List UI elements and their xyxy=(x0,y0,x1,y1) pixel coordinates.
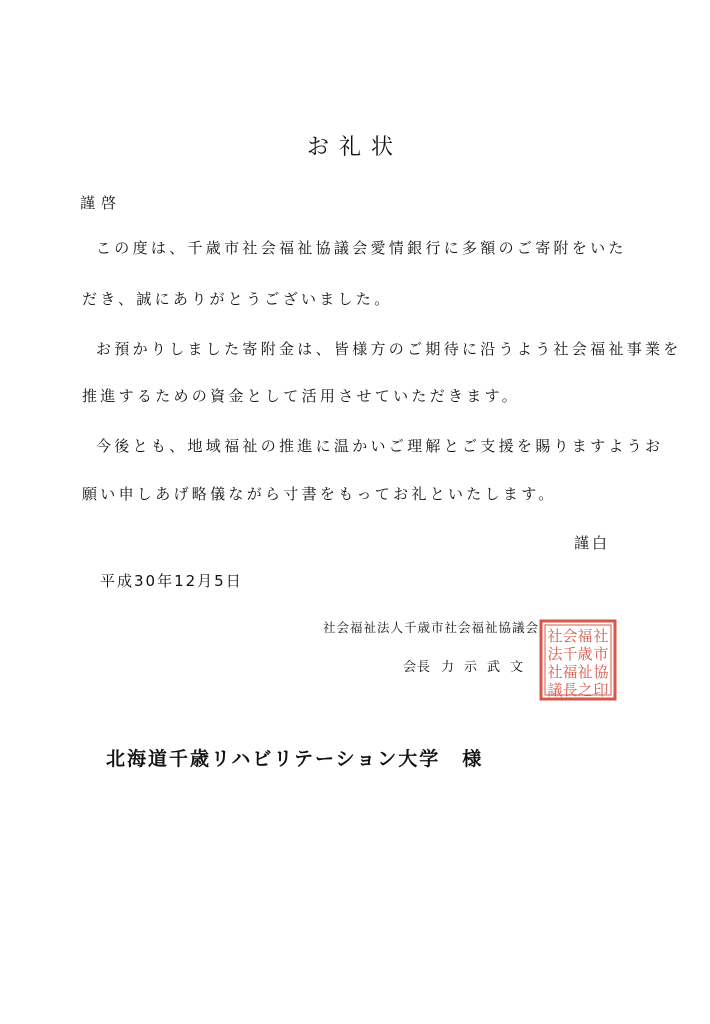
svg-text:協: 協 xyxy=(593,663,609,681)
letter-date: 平成30年12月5日 xyxy=(100,572,243,590)
svg-text:社: 社 xyxy=(547,627,563,645)
official-seal-stamp xyxy=(539,619,617,701)
salutation: 謹啓 xyxy=(80,194,123,212)
svg-text:市: 市 xyxy=(593,645,609,663)
svg-text:福: 福 xyxy=(577,627,593,645)
svg-text:千: 千 xyxy=(562,645,578,663)
body-line: お預かりしました寄附金は、皆様方のご期待に沿うよう社会福祉事業を xyxy=(96,340,682,358)
recipient-name: 北海道千歳リハビリテーション大学 xyxy=(106,748,441,770)
body-line: この度は、千歳市社会福祉協議会愛情銀行に多額のご寄附をいた xyxy=(96,239,627,257)
body-line: 願い申しあげ略儀ながら寸書をもってお礼といたします。 xyxy=(82,485,557,503)
svg-text:社: 社 xyxy=(547,663,563,681)
svg-text:社: 社 xyxy=(593,627,609,645)
svg-text:祉: 祉 xyxy=(577,663,593,681)
recipient-honorific: 様 xyxy=(462,748,484,770)
svg-text:長: 長 xyxy=(562,681,578,699)
sender-line xyxy=(403,656,533,675)
svg-text:印: 印 xyxy=(593,681,609,699)
svg-text:議: 議 xyxy=(547,681,563,699)
body-line: 今後とも、地域福祉の推進に温かいご理解とご支援を賜りますようお xyxy=(96,437,664,455)
svg-text:歳: 歳 xyxy=(577,645,593,663)
body-line: だき、誠にありがとうございました。 xyxy=(82,290,393,308)
body-line: 推進するための資金として活用させていただきます。 xyxy=(82,387,521,405)
sender-name: 力示武文 xyxy=(441,660,534,675)
closing: 謹白 xyxy=(574,534,611,552)
sender-title: 会長 xyxy=(403,660,432,675)
svg-text:会: 会 xyxy=(562,627,578,645)
svg-text:之: 之 xyxy=(577,681,593,699)
svg-text:福: 福 xyxy=(562,663,578,681)
sender-organization: 社会福祉法人千歳市社会福祉協議会 xyxy=(323,620,540,635)
letter-title: お礼状 xyxy=(306,135,403,160)
svg-text:法: 法 xyxy=(547,645,563,663)
recipient-line xyxy=(106,744,483,771)
